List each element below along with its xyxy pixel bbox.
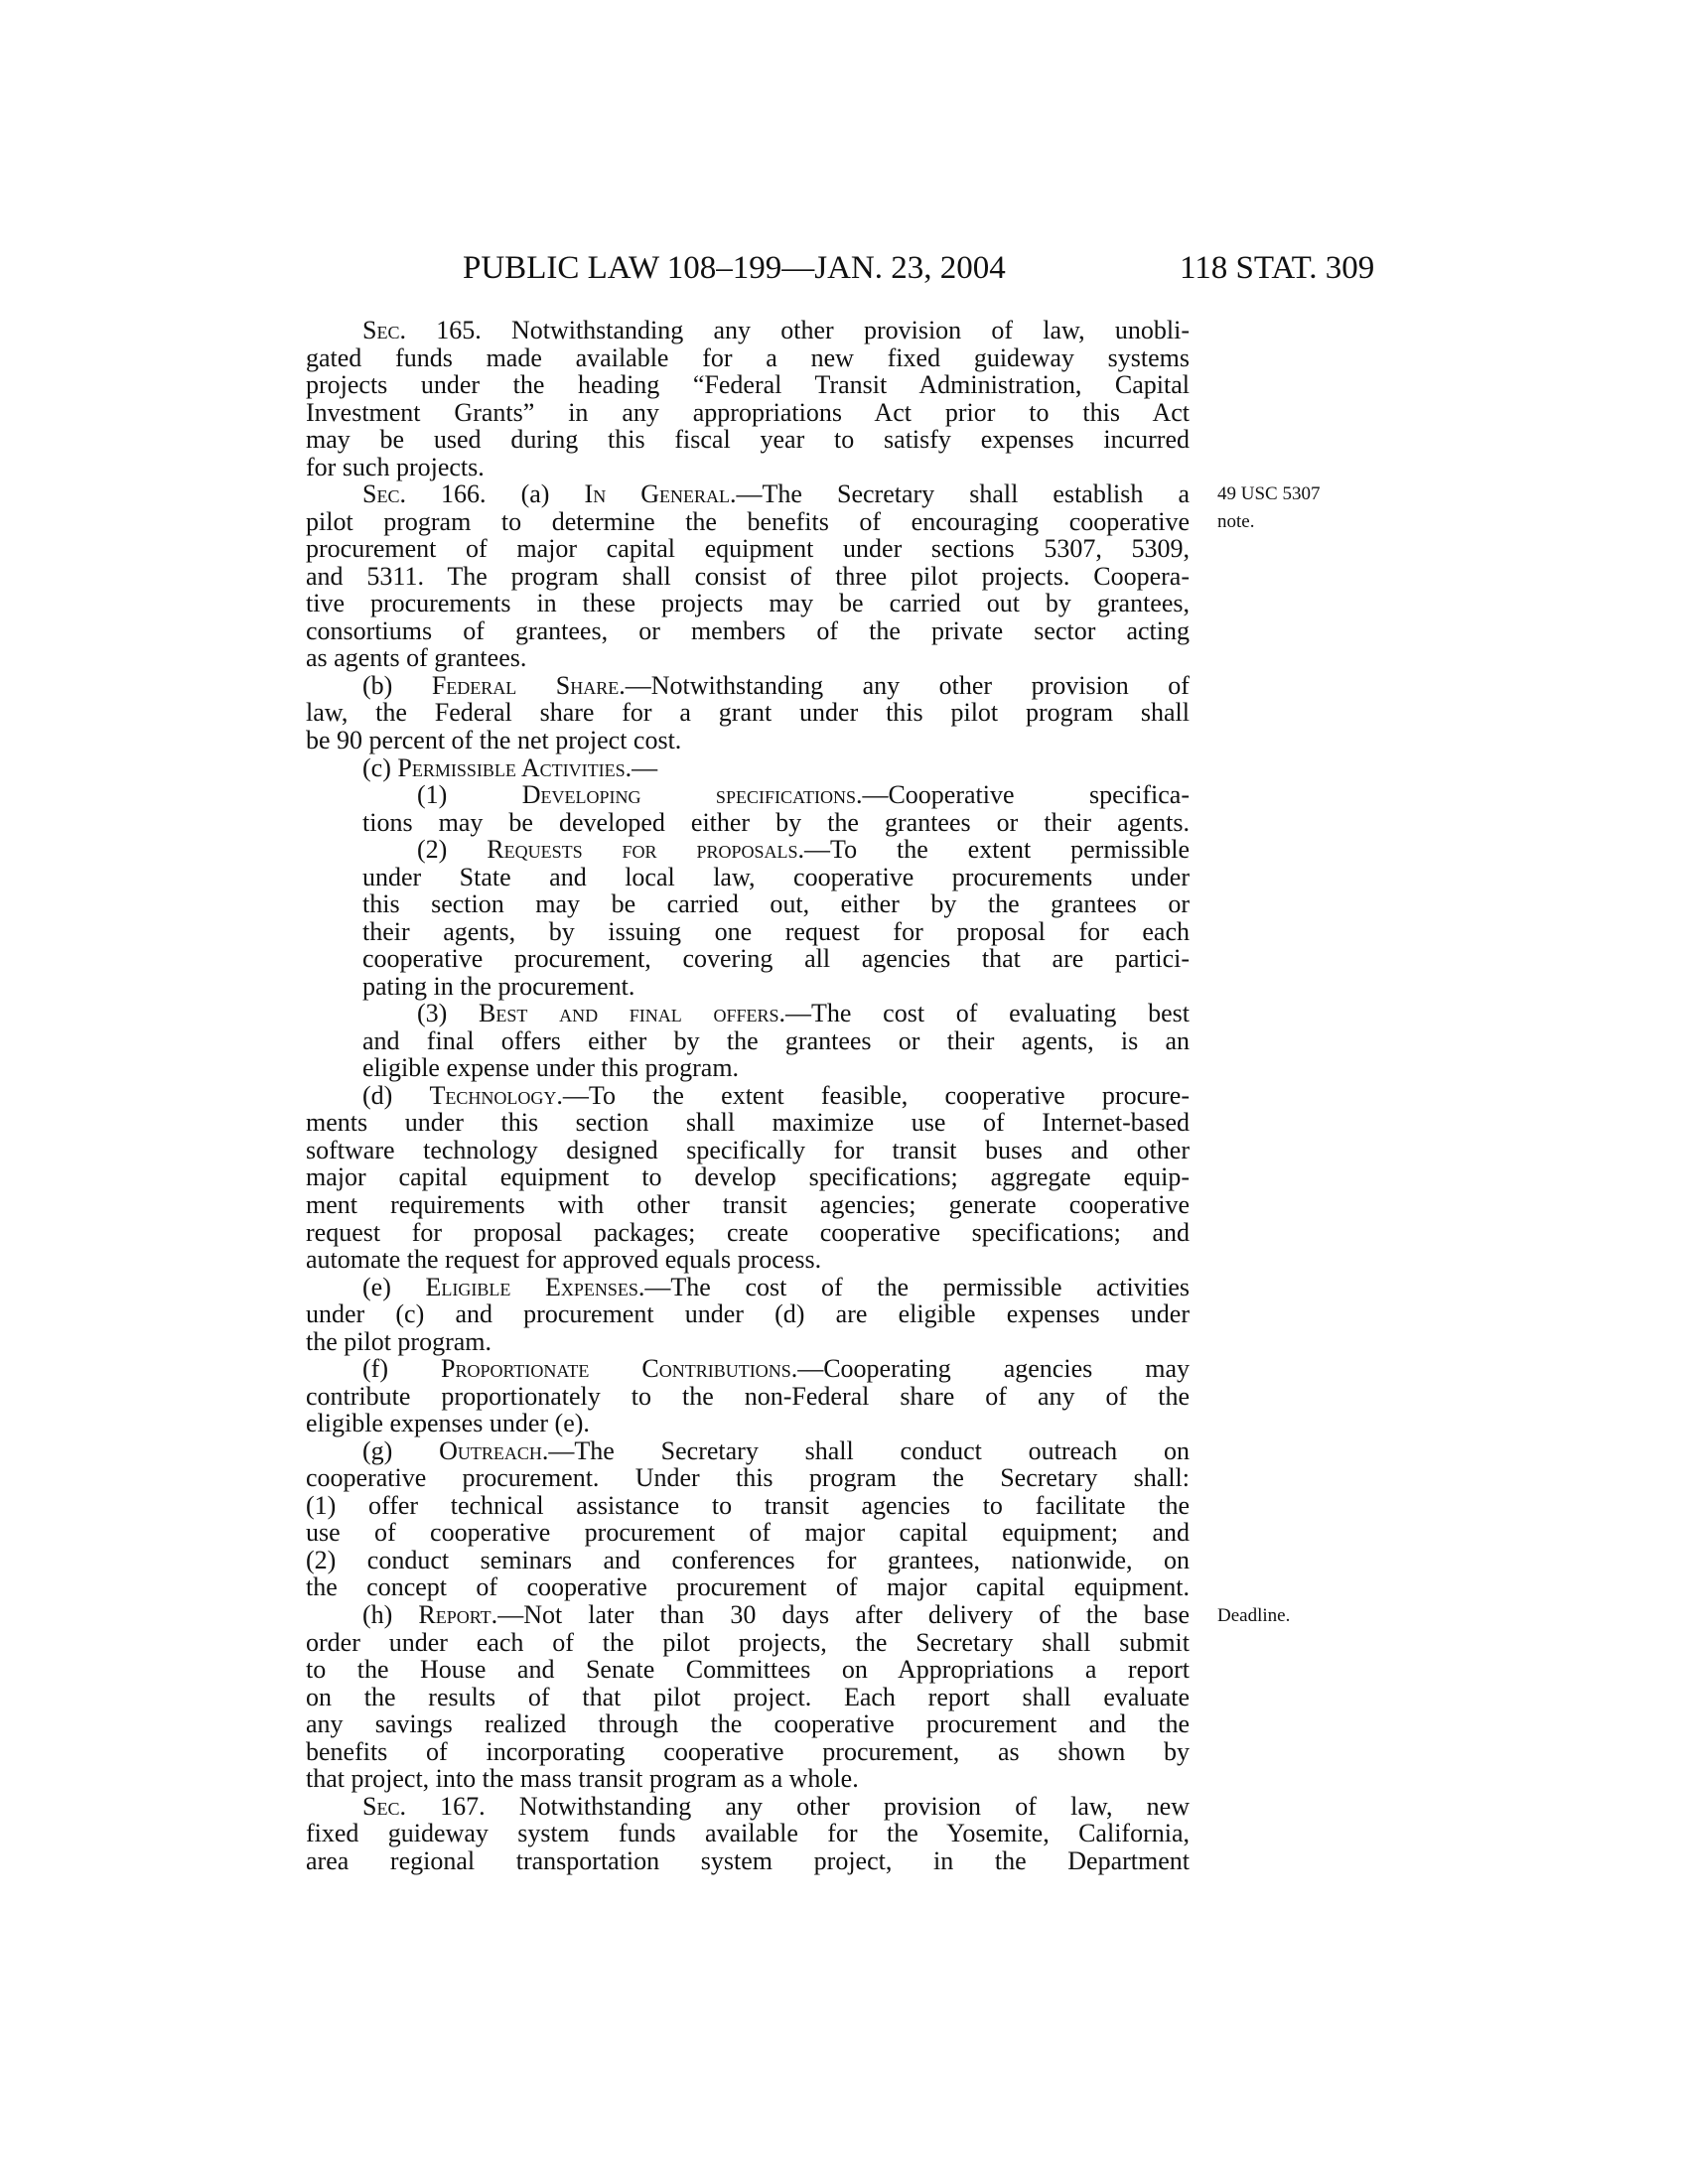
text-segment: tions may be developed either by the grantees or their agents. [362,807,1190,837]
margin-note-usc-note: note. [1217,511,1255,532]
text-segment: as agents of grantees. [306,643,527,673]
text-segment: —The cost of evaluating best [785,999,1190,1028]
text-segment: under State and local law, cooperative procurements under [362,862,1190,891]
text-segment: request for proposal packages; create cooperative specifications; and [306,1217,1190,1247]
text-segment: and 5311. The program shall consist of three pilot projects. Coopera- [306,561,1190,591]
text-line [306,1492,1190,1520]
text-segment: this section may be carried out, either by the grantees or [362,889,1190,919]
text-segment: (c) [362,752,398,782]
text-line [306,426,1190,454]
text-segment: —Notwithstanding any other provision of [625,670,1190,700]
text-segment: —Not later than 30 days after delivery of the base [497,1599,1190,1629]
text-line [306,317,1190,344]
text-segment: contribute proportionately to the non-Federal share of any of the [306,1381,1190,1411]
text-segment: major capital equipment to develop specifications; aggregate equip- [306,1162,1190,1192]
text-line [306,480,1190,508]
text-segment: pating in the procurement. [362,971,635,1001]
margin-note-usc: 49 USC 5307 [1217,483,1321,504]
text-segment: (3) [417,999,480,1028]
text-segment: (2) conduct seminars and conferences for grantees, nationwide, on [306,1545,1190,1574]
margin-note-deadline: Deadline. [1217,1605,1291,1626]
text-segment: and final offers either by the grantees or their agents, is an [362,1025,1190,1055]
text-line [306,1137,1190,1164]
text-segment: ments under this section shall maximize use of Internet-based [306,1108,1190,1138]
text-segment: that project, into the mass transit program as a whole. [306,1764,859,1794]
section-heading: Technology. [429,1080,563,1110]
text-segment: use of cooperative procurement of major capital equipment; and [306,1518,1190,1548]
text-line [306,1820,1190,1847]
text-line [306,672,1190,700]
text-segment: their agents, by issuing one request for proposal for each [362,916,1190,946]
text-line [306,754,1190,782]
text-line [306,1601,1190,1629]
text-segment: fixed guideway system funds available for the Yosemite, California, [306,1819,1190,1848]
text-segment: projects under the heading “Federal Transit Administration, Capital [306,370,1190,400]
text-segment: (2) [417,835,488,865]
text-segment: —To the extent feasible, cooperative procure- [562,1080,1190,1110]
section-heading: Sec. [362,1791,406,1821]
text-line [306,864,1190,891]
section-heading: Eligible Expenses. [425,1272,645,1301]
text-line [306,1383,1190,1411]
text-segment: for such projects. [306,452,485,481]
text-line [306,1738,1190,1766]
text-segment: pilot program to determine the benefits of encouraging cooperative [306,506,1190,536]
text-line [306,1410,1190,1437]
text-segment: Investment Grants” in any appropriations Act prior to this Act [306,397,1190,427]
text-line [306,945,1190,973]
text-line [306,399,1190,427]
text-segment: (e) [362,1272,426,1301]
text-line [306,973,1190,1001]
text-segment: (1) offer technical assistance to transit agencies to facilitate the [306,1490,1190,1520]
text-segment: benefits of incorporating cooperative procurement, as shown by [306,1736,1190,1766]
text-line [306,1519,1190,1547]
text-segment: cooperative procurement. Under this program the Secretary shall: [306,1463,1190,1493]
text-line [306,1847,1190,1875]
text-segment: the concept of cooperative procurement of major capital equipment. [306,1572,1190,1602]
text-segment: cooperative procurement, covering all agencies that are partici- [362,944,1190,974]
text-segment: on the results of that pilot project. Each report shall evaluate [306,1682,1190,1711]
text-segment: area regional transportation system project, in the Department [306,1845,1190,1875]
section-heading: Developing specifications. [521,780,863,810]
text-segment: (f) [362,1354,441,1384]
text-line [306,809,1190,837]
text-segment: order under each of the pilot projects, the Secretary shall submit [306,1627,1190,1657]
section-heading: Sec. [362,316,406,344]
text-line [306,1793,1190,1821]
document-body [306,317,1190,1874]
text-segment: (d) [362,1080,430,1110]
text-segment: automate the request for approved equals process. [306,1245,822,1275]
text-line [306,1246,1190,1274]
text-segment: (b) [362,670,432,700]
section-heading: Federal Share. [431,670,626,700]
text-segment: eligible expense under this program. [362,1053,740,1083]
text-line [306,1437,1190,1465]
text-line [306,918,1190,946]
text-segment: tive procurements in these projects may be carried out by grantees, [306,589,1190,618]
text-line [306,1656,1190,1684]
text-segment: (h) [362,1599,419,1629]
section-heading: In General. [584,479,737,509]
text-line [306,1163,1190,1191]
text-segment: consortiums of grantees, or members of the private sector acting [306,615,1190,645]
text-line [306,1109,1190,1137]
text-segment: 167. Notwithstanding any other provision of law, new [405,1791,1190,1821]
section-heading: Requests for proposals. [487,835,804,865]
text-line [306,1710,1190,1738]
text-segment: be 90 percent of the net project cost. [306,725,682,754]
text-line [306,1573,1190,1601]
text-segment: —The Secretary shall establish a [736,479,1191,509]
text-segment: any savings realized through the cooperative procurement and the [306,1709,1190,1739]
section-heading: Outreach. [439,1435,549,1465]
text-segment: under (c) and procurement under (d) are eligible expenses under [306,1299,1190,1329]
text-line [306,890,1190,918]
text-segment: —The Secretary shall conduct outreach on [548,1435,1190,1465]
text-segment: may be used during this fiscal year to satisfy expenses incurred [306,425,1190,455]
text-line [306,617,1190,645]
text-segment: the pilot program. [306,1326,492,1356]
text-segment: software technology designed specifically for transit buses and other [306,1135,1190,1164]
text-line [306,836,1190,864]
text-line [306,590,1190,617]
text-line [306,1000,1190,1027]
text-segment: (g) [362,1435,440,1465]
text-line [306,1547,1190,1574]
text-segment: 166. (a) [405,479,585,509]
section-heading: Best and final offers. [479,999,786,1028]
section-heading: Proportionate Contributions. [440,1354,798,1384]
text-segment: (1) [417,780,522,810]
text-segment: to the House and Senate Committees on Appropriations a report [306,1655,1190,1685]
text-line [306,781,1190,809]
text-segment: — [632,752,658,782]
text-line [306,1629,1190,1657]
text-line [306,699,1190,727]
section-heading: Sec. [362,479,406,509]
text-line [306,1328,1190,1356]
text-line [306,371,1190,399]
text-line [306,1355,1190,1383]
statute-page-number: 118 STAT. 309 [1180,250,1375,286]
text-segment: law, the Federal share for a grant under this pilot program shall [306,698,1190,728]
text-segment: 165. Notwithstanding any other provision of law, unobli- [405,316,1190,344]
text-segment: —The cost of the permissible activities [644,1272,1191,1301]
text-line [306,1300,1190,1328]
running-header-title: PUBLIC LAW 108–199—JAN. 23, 2004 [463,250,1006,286]
text-line [306,563,1190,591]
text-line [306,1054,1190,1082]
section-heading: Permissible Activities. [397,752,633,782]
text-segment: —Cooperating agencies may [797,1354,1190,1384]
text-line [306,454,1190,481]
text-line [306,727,1190,754]
text-line [306,1684,1190,1711]
text-segment: eligible expenses under (e). [306,1409,590,1438]
text-line [306,644,1190,672]
text-line [306,1274,1190,1301]
section-heading: Report. [418,1599,498,1629]
text-line [306,535,1190,563]
text-segment: —Cooperative specifica- [862,780,1190,810]
text-line [306,1027,1190,1055]
text-line [306,1082,1190,1110]
text-segment: ment requirements with other transit agencies; generate cooperative [306,1190,1190,1219]
text-line [306,1464,1190,1492]
text-segment: —To the extent permissible [804,835,1190,865]
text-segment: gated funds made available for a new fixed guideway systems [306,342,1190,372]
text-line [306,1191,1190,1219]
text-segment: procurement of major capital equipment under sections 5307, 5309, [306,534,1190,564]
text-line [306,1765,1190,1793]
text-line [306,1219,1190,1247]
text-line [306,508,1190,536]
text-line [306,344,1190,372]
